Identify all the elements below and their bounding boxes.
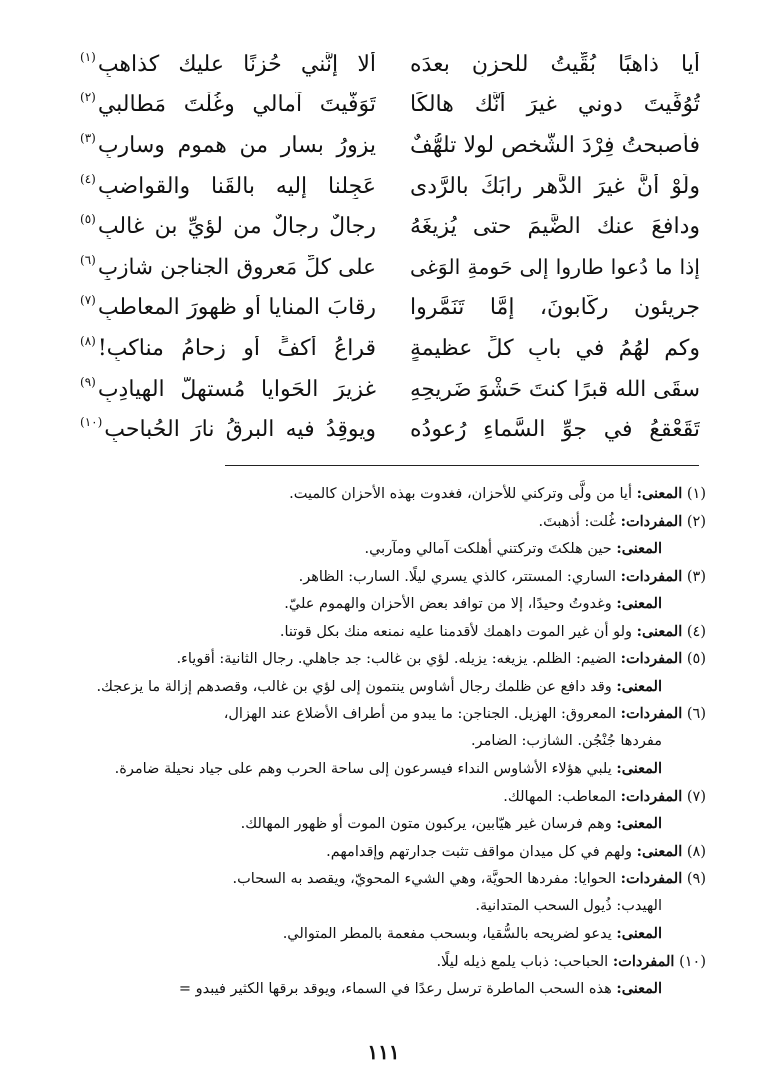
poem-verse <box>80 206 700 247</box>
footnote-line <box>78 920 706 948</box>
footnote-text: أيا من ولَّى وتركني للأحزان، فغدوت بهذه الأحزان كالميت. <box>289 486 632 502</box>
footnote-number: (٣) <box>686 568 706 585</box>
footnote-line <box>78 645 706 673</box>
footnote-line <box>78 865 706 893</box>
verse-second-hemistich <box>80 52 376 77</box>
footnote-marker: (١) <box>80 51 96 64</box>
poem-verse <box>80 166 700 207</box>
footnote-text: وقد دافع عن ظلمك رجال أشاوس ينتمون إلى لؤي بن غالب، وقصدهم إزالة ما يزعجك. <box>96 678 612 695</box>
footnote-number: (٧) <box>686 788 706 805</box>
footnote-marker: (٥) <box>80 214 96 227</box>
footnote-number: (٩) <box>686 871 706 887</box>
verse-second-hemistich-text: عَجِلنا إليه بالقَنا والقواضبِ <box>97 173 376 199</box>
footnote-number: (١) <box>686 486 706 502</box>
footnote-marker: (٩) <box>80 376 96 389</box>
footnote-line <box>78 975 706 1003</box>
footnote-label: المفردات: <box>620 650 683 667</box>
verse-second-hemistich-text: يزورُ بسارٍ من هموم وساربِ <box>97 132 376 158</box>
verse-second-hemistich-text: ويوقِدُ فيه البرقُ نارَ الحُباحبِ <box>104 417 376 443</box>
poem-verse <box>80 247 700 288</box>
footnote-label: المفردات: <box>620 705 683 722</box>
footnote-text: مفردها جُنْجُن. الشازب: الضامر. <box>471 732 662 749</box>
verse-first-hemistich: ودافعَ عنك الضَّيمَ حتى يُزيغَهُ <box>410 214 700 240</box>
footnote-label: المفردات: <box>620 870 683 887</box>
footnote-marker: (١٠) <box>80 417 103 430</box>
footnote-marker: (٣) <box>80 132 96 145</box>
verse-second-hemistich-text: قراعُ أكفٍّ أو زِحامُ مناكبِ! <box>97 335 376 361</box>
footnote-label: المفردات: <box>620 512 683 530</box>
footnote-text: وهم فرسان غير هيّابين، يركبون متون الموت أو ظهور المهالك. <box>240 816 612 832</box>
footnote-marker: (٨) <box>80 335 96 348</box>
footnote-number: (٦) <box>686 706 706 722</box>
verse-first-hemistich: جريئون ركَّابونَ، إمَّا تَنَمَّروا <box>410 295 700 321</box>
footnote-divider <box>225 465 699 466</box>
verse-second-hemistich <box>80 377 376 402</box>
footnote-text: الضيم: الظلم. يزيغه: يزيله. لؤي بن غالب: جد جاهلي. رجال الثانية: أقوياء. <box>176 651 616 667</box>
footnote-marker: (٦) <box>80 254 96 267</box>
footnote-label: المعنى: <box>636 622 683 640</box>
footnote-text: الحباحب: ذباب يلمع ذيله ليلًا. <box>436 953 609 970</box>
footnote-label: المفردات: <box>620 787 683 805</box>
verse-first-hemistich: أيا ذاهبًا بُقِّيتُ للحزنِ بعدَه <box>410 51 700 77</box>
footnote-label: المعنى: <box>636 485 683 502</box>
poem-verse <box>80 44 700 85</box>
footnote-line <box>78 728 706 756</box>
footnote-number: (٢) <box>686 513 706 530</box>
poem <box>80 44 700 450</box>
footnote-number: (٤) <box>686 623 706 640</box>
footnote-text: الهيدب: ذُيول السحب المتدانية. <box>475 897 662 914</box>
footnote-line <box>78 810 706 838</box>
footnote-label: المعنى: <box>616 925 662 942</box>
footnote-line <box>78 700 706 728</box>
verse-second-hemistich <box>80 214 376 239</box>
footnotes <box>78 480 706 1003</box>
footnote-line <box>78 838 706 866</box>
poem-verse <box>80 409 700 450</box>
verse-second-hemistich <box>80 336 376 361</box>
verse-second-hemistich <box>80 417 376 442</box>
footnote-line <box>78 563 706 591</box>
verse-second-hemistich <box>80 92 376 117</box>
footnote-label: المعنى: <box>636 842 683 860</box>
footnote-text: ولهم في كل ميدان مواقف تثبت جدارتهم وإقدامهم. <box>326 843 632 860</box>
poem-verse <box>80 328 700 369</box>
footnote-label: المفردات: <box>612 952 675 970</box>
footnote-text: وغدوتُ وحيدًا، إلا من توافد بعض الأحزان والهموم عليّ. <box>284 596 612 612</box>
footnote-label: المعنى: <box>616 595 662 612</box>
footnote-line <box>78 948 706 976</box>
verse-first-hemistich: سقَى الله قبرًا كنتَ حَشْوَ ضَريحِهِ <box>410 376 700 402</box>
poem-verse <box>80 125 700 166</box>
verse-first-hemistich: فأصبحتُ فِرْدَ الشَّخص لولا تلهُّفٌ <box>410 132 700 158</box>
footnote-label: المعنى: <box>616 815 662 832</box>
footnote-label: المعنى: <box>616 677 662 695</box>
footnote-line <box>78 508 706 536</box>
page-number: ١١١ <box>367 1040 400 1064</box>
footnote-text: المعروق: الهزيل. الجناجن: ما يبدو من أطراف الأضلاع عند الهزال، <box>223 706 616 722</box>
footnote-text: هذه السحب الماطرة ترسل رعدًا في السماء، ويوقد برقها الكثير فيبدو = <box>178 981 612 997</box>
footnote-line <box>78 535 706 563</box>
verse-second-hemistich-text: على كلِّ مَعروقِ الجناجنِ شازبِ <box>97 254 376 280</box>
footnote-number: (١٠) <box>679 953 706 970</box>
verse-second-hemistich <box>80 174 376 199</box>
verse-second-hemistich <box>80 295 376 320</box>
verse-second-hemistich-text: رِقابَ المنايا أو ظهورَ المعاطبِ <box>97 295 376 321</box>
verse-first-hemistich: تُوُفِّيتَ دوني غيرَ أنَّك هالكًا <box>410 92 700 118</box>
footnote-label: المعنى: <box>616 980 662 997</box>
verse-first-hemistich: إذا ما دُعوا طاروا إلى حَومةِ الوَغى <box>410 255 700 280</box>
verse-second-hemistich <box>80 133 376 158</box>
verse-second-hemistich-text: رِجالٌ رِجالٌ من لؤيِّ بنِ غالبِ <box>97 214 376 240</box>
footnote-number: (٥) <box>686 651 706 667</box>
footnote-label: المفردات: <box>620 567 683 585</box>
footnote-text: يدعو لضريحه بالسُّقيا، وبسحب مفعمة بالمطر المتوالي. <box>282 926 612 942</box>
footnote-text: يلبي هؤلاء الأشاوس النداء فيسرعون إلى ساحة الحرب وهم على جياد نحيلة ضامرة. <box>114 761 612 777</box>
poem-verse <box>80 288 700 329</box>
footnote-marker: (٧) <box>80 295 96 308</box>
footnote-line <box>78 783 706 811</box>
footnote-line <box>78 673 706 701</box>
poem-verse <box>80 85 700 126</box>
footnote-text: الحوايا: مفردها الحويَّة، وهي الشيء المحويّ، ويقصد به السحاب. <box>232 871 616 887</box>
verse-second-hemistich <box>80 255 376 280</box>
footnote-marker: (٤) <box>80 173 96 186</box>
poem-verse <box>80 369 700 410</box>
footnote-label: المعنى: <box>616 540 662 557</box>
footnote-line <box>78 618 706 646</box>
footnote-number: (٨) <box>686 843 706 860</box>
footnote-text: المعاطب: المهالك. <box>503 788 616 805</box>
footnote-text: ولو أن غير الموت داهمك لأقدمنا عليه نمنعه منك بكل قوتنا. <box>279 623 632 640</box>
footnote-text: حين هلكتَ وتركتني أهلكت آمالي ومآربي. <box>364 541 612 557</box>
footnote-line <box>78 755 706 783</box>
footnote-marker: (٢) <box>80 92 96 105</box>
verse-second-hemistich-text: تَوَفَّيتَ آمالي وغُلْتَ مَطالبي <box>97 92 376 118</box>
verse-first-hemistich: تَقَعْقعُ في جوِّ السَّماءِ رُعودُه <box>410 417 700 443</box>
verse-first-hemistich: ولَوْ أنَّ غيرَ الدَّهرِ رابَكَ بالرَّدى <box>410 173 700 199</box>
footnote-text: غُلت: أذهبتَ. <box>538 513 616 530</box>
footnote-label: المعنى: <box>616 760 662 777</box>
verse-first-hemistich: وكم لهُمُ في بابِ كلِّ عظيمةٍ <box>410 335 700 361</box>
footnote-line <box>78 590 706 618</box>
footnote-text: الساري: المستتر، كالذي يسري ليلًا. السارب: الظاهر. <box>298 568 616 585</box>
footnote-line <box>78 480 706 508</box>
footnote-line <box>78 893 706 921</box>
verse-second-hemistich-text: ألا إنَّني حُزنًا عليك كذاهبِ <box>97 51 376 77</box>
verse-second-hemistich-text: غزيرَ الحَوايا مُستهلَّ الهيادِبِ <box>97 376 376 402</box>
